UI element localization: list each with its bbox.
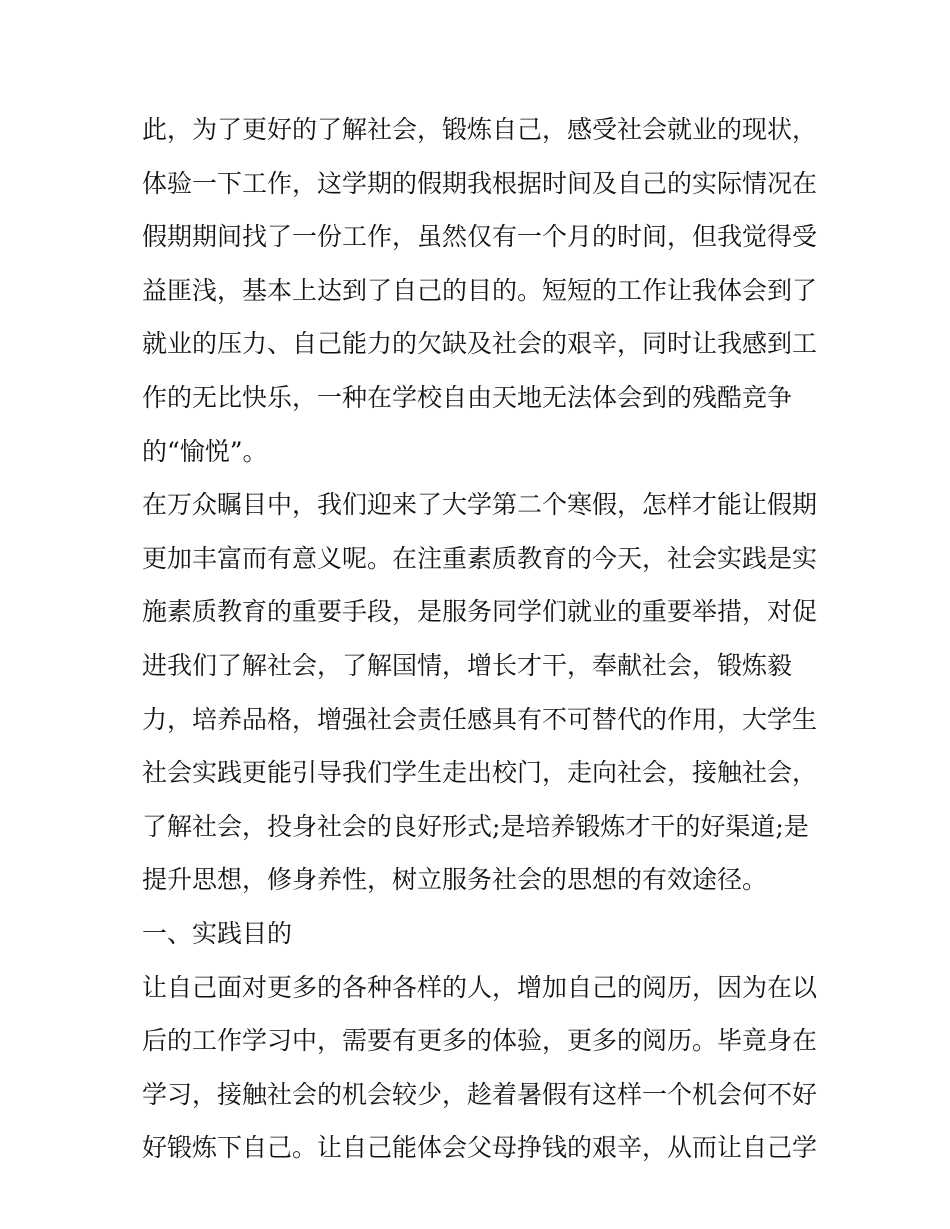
text-line: 学习，接触社会的机会较少，趁着暑假有这样一个机会何不好 <box>142 1079 818 1109</box>
text-line: 让自己面对更多的各种各样的人，增加自己的阅历，因为在以 <box>142 972 818 1002</box>
text-line: 就业的压力、自己能力的欠缺及社会的艰辛，同时让我感到工 <box>142 329 818 359</box>
body-text <box>142 103 822 1175</box>
text-line: 作的无比快乐，一种在学校自由天地无法体会到的残酷竞争 <box>142 382 793 412</box>
text-line: 提升思想，修身养性，树立服务社会的思想的有效途径。 <box>142 865 768 895</box>
text-line: 益匪浅，基本上达到了自己的目的。短短的工作让我体会到了 <box>142 275 818 305</box>
text-line: 后的工作学习中，需要有更多的体验，更多的阅历。毕竟身在 <box>142 1026 818 1056</box>
text-line: 假期期间找了一份工作，虽然仅有一个月的时间，但我觉得受 <box>142 222 818 252</box>
text-line: 进我们了解社会，了解国情，增长才干，奉献社会，锻炼毅 <box>142 650 793 680</box>
text-line: 社会实践更能引导我们学生走出校门，走向社会，接触社会， <box>142 758 818 788</box>
text-line: 更加丰富而有意义呢。在注重素质教育的今天，社会实践是实 <box>142 543 818 573</box>
text-line: 施素质教育的重要手段，是服务同学们就业的重要举措，对促 <box>142 597 818 627</box>
text-line: 力，培养品格，增强社会责任感具有不可替代的作用，大学生 <box>142 704 818 734</box>
text-line: 此，为了更好的了解社会，锻炼自己，感受社会就业的现状， <box>142 115 818 144</box>
text-line: 在万众瞩目中，我们迎来了大学第二个寒假，怎样才能让假期 <box>142 490 818 520</box>
text-line: 了解社会，投身社会的良好形式;是培养锻炼才干的好渠道;是 <box>142 811 809 841</box>
text-line: 体验一下工作，这学期的假期我根据时间及自己的实际情况在 <box>142 168 818 198</box>
text-line: 的“愉悦”。 <box>142 436 268 466</box>
section-heading: 一、实践目的 <box>142 918 293 948</box>
text-line: 好锻炼下自己。让自己能体会父母挣钱的艰辛，从而让自己学 <box>142 1133 818 1163</box>
